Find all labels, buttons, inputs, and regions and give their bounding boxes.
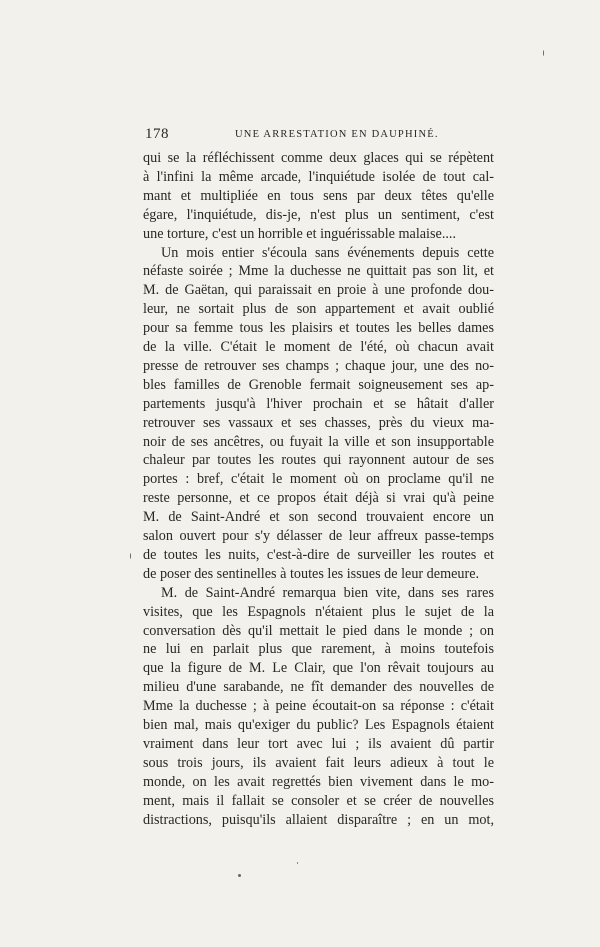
text-line: qui se la réfléchissent comme deux glaces qui se répètent [143, 150, 494, 166]
text-line: mant et multipliée en tous sens par deux têtes qu'elle [143, 187, 494, 204]
text-line: leur, ne sortait plus de son appartement et avait oublié [143, 301, 494, 318]
running-title: UNE ARRESTATION EN DAUPHINÉ. [235, 129, 439, 140]
text-line: sous trois jours, ils avaient fait leurs adieux à tout le [143, 754, 494, 771]
text-line: portes : bref, c'était le moment où on proclame qu'il ne [143, 471, 494, 488]
ink-speck [297, 862, 298, 864]
text-line: que la figure de M. Le Clair, que l'on rêvait toujours au [143, 660, 494, 677]
ink-speck [130, 553, 131, 559]
text-line: M. de Gaëtan, qui paraissait en proie à une profonde dou- [143, 282, 494, 299]
text-line: de la ville. C'était le moment de l'été, où chacun avait [143, 339, 494, 355]
text-line: de toutes les nuits, c'est-à-dire de surveiller les routes et [143, 546, 494, 563]
text-line: bien mal, mais qu'exiger du public? Les Espagnols étaient [143, 717, 494, 733]
text-line: une torture, c'est un horrible et inguérissable malaise.... [143, 225, 457, 242]
text-line: conversation dès qu'il mettait le pied dans le monde ; on [143, 622, 494, 639]
text-line: Mme la duchesse ; à peine écoutait-on sa réponse : c'était [143, 698, 494, 715]
text-line: milieu d'une sarabande, ne fît demander des nouvelles de [143, 679, 494, 696]
text-line: presse de retrouver ses champs ; chaque jour, une des no- [143, 357, 494, 374]
text-line: ment, mais il fallait se consoler et se créer de nouvelles [143, 792, 494, 809]
text-line: noir de ses ancêtres, ou fuyait la ville et son insupportable [143, 433, 494, 450]
text-line: distractions, puisqu'ils allaient disparaître ; en un mot, [143, 811, 494, 828]
text-line: néfaste soirée ; Mme la duchesse ne quittait pas son lit, et [143, 263, 494, 280]
text-line: M. de Saint-André remarqua bien vite, dans ses rares [161, 584, 494, 601]
text-line: visites, que les Espagnols n'étaient plus le sujet de la [143, 603, 494, 620]
text-line: partements jusqu'à l'hiver prochain et se hâtait d'aller [143, 395, 494, 412]
text-line: de poser des sentinelles à toutes les issues de leur demeure. [143, 565, 480, 582]
text-line: M. de Saint-André et son second trouvaient encore un [143, 509, 494, 526]
ink-speck [543, 50, 544, 56]
text-line: monde, on les avait regrettés bien vivement dans le mo- [143, 773, 494, 790]
text-line: égare, l'inquiétude, dis-je, n'est plus un sentiment, c'est [143, 206, 494, 223]
page-header [145, 126, 495, 146]
text-line: chaleur par toutes les routes qui rayonnent autour de ses [143, 452, 494, 469]
text-line: reste personne, et ce propos était déjà si vrai qu'à peine [143, 490, 494, 507]
text-line: à l'infini la même arcade, l'inquiétude isolée de tout cal- [143, 168, 494, 185]
text-line: pour sa femme tous les plaisirs et toutes les belles dames [143, 320, 494, 337]
text-line: Un mois entier s'écoula sans événements depuis cette [161, 244, 494, 261]
text-line: retrouver ses vassaux et ses chasses, près du vieux ma- [143, 414, 494, 431]
text-line: vraiment dans leur tort avec lui ; ils avaient dû partir [143, 735, 494, 752]
text-line: bles familles de Grenoble fermait soigneusement ses ap- [143, 376, 494, 393]
page-number: 178 [145, 126, 169, 142]
text-line: ne lui en parlait plus que rarement, à moins toutefois [143, 641, 494, 658]
text-line: salon ouvert pour s'y délasser de leur affreux passe-temps [143, 528, 494, 544]
ink-speck [238, 874, 241, 877]
